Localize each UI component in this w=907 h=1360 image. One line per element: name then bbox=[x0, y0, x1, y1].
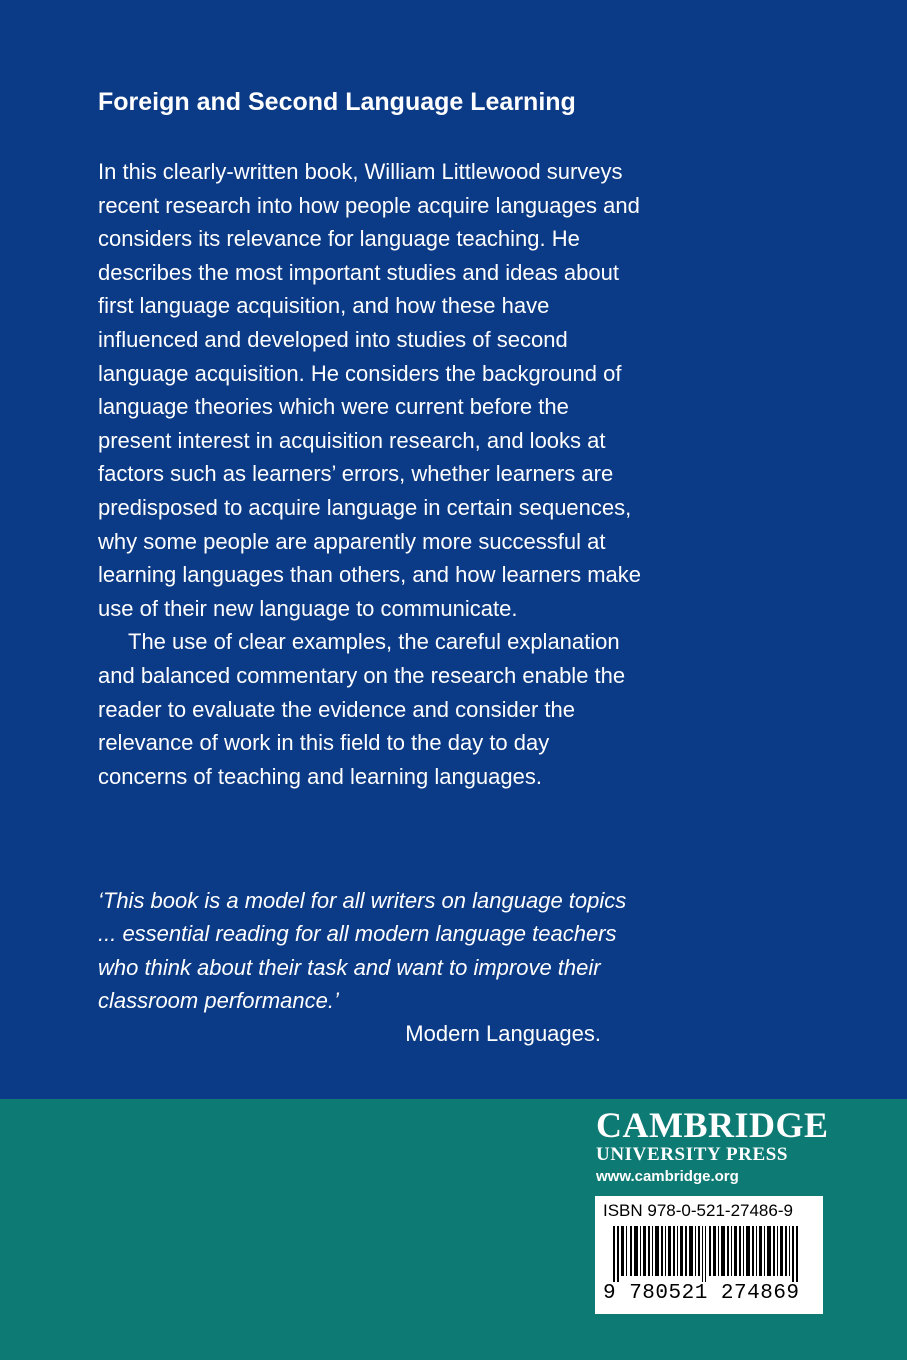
barcode-bars-icon bbox=[601, 1226, 817, 1282]
isbn-label: ISBN 978-0-521-27486-9 bbox=[603, 1201, 793, 1220]
description-paragraph-2: The use of clear examples, the careful explanation and balanced commentary on the research enable the reader to evaluate the evidence and consider the relevance of work in this field to the day to day concerns of teaching and learning languages. bbox=[98, 629, 626, 789]
ean-number: 9 780521 274869 bbox=[603, 1282, 800, 1305]
publisher-name: CAMBRIDGE bbox=[596, 1105, 829, 1145]
publisher-subtitle: UNIVERSITY PRESS bbox=[596, 1144, 789, 1165]
barcode bbox=[595, 1196, 823, 1314]
book-title: Foreign and Second Language Learning bbox=[98, 88, 576, 116]
description bbox=[98, 155, 643, 793]
quote-text: ‘This book is a model for all writers on language topics ... essential reading for all modern language teachers who think about their task and want to improve their classroom performance.’ bbox=[98, 888, 627, 1013]
publisher-url: www.cambridge.org bbox=[596, 1168, 739, 1185]
description-paragraph-1: In this clearly-written book, William Littlewood surveys recent research into how people acquire languages and considers its relevance for language teaching. He describes the most important studies and ideas about first language acquisition, and how these have influenced and developed into studies of second language acquisition. He considers the background of language theories which were current before the present interest in acquisition research, and looks at factors such as learners’ errors, whether learners are predisposed to acquire language in certain sequences, why some people are apparently more successful at learning languages than others, and how learners make use of their new language to communicate. bbox=[98, 159, 642, 621]
quote-source: Modern Languages. bbox=[405, 1021, 601, 1047]
review-quote bbox=[98, 884, 643, 1050]
publisher-logo bbox=[596, 1105, 829, 1188]
